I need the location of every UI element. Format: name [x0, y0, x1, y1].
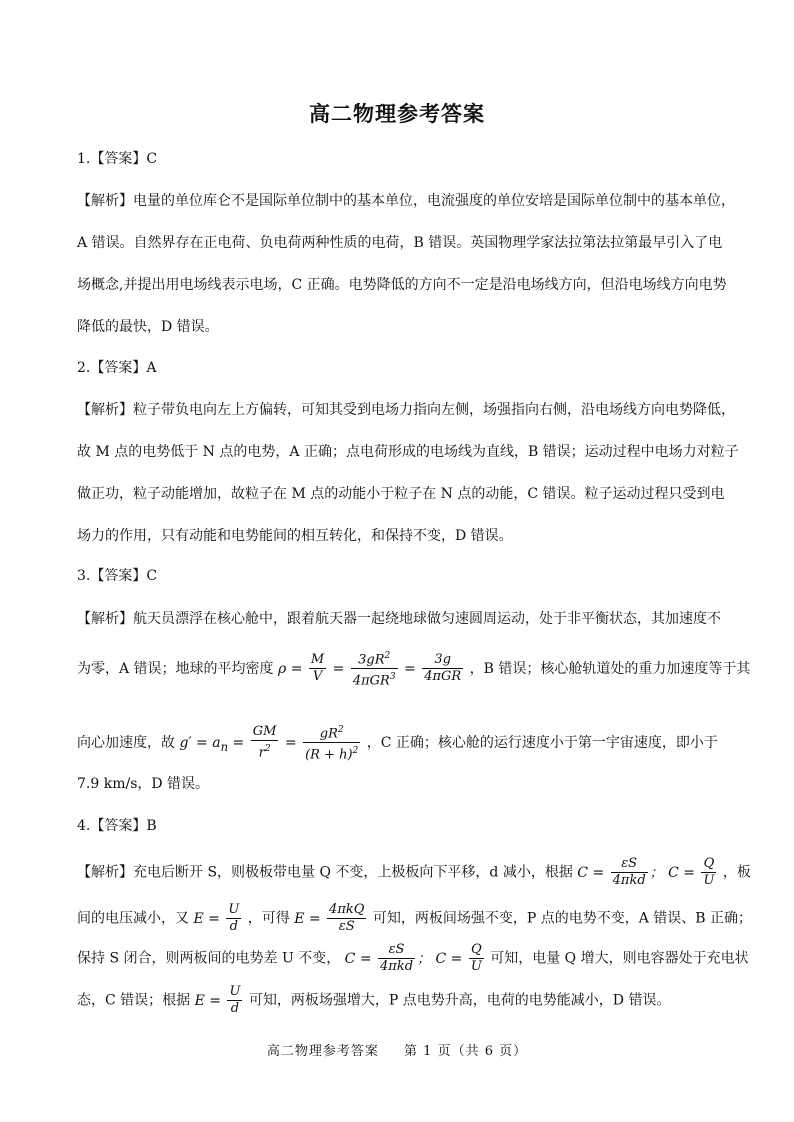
q4-explanation-line: 【解析】充电后断开 S，则极板带电量 Q 不变，上极板向下平移，d 减小，根据 C = $\frac{\varepsilon S}{\text{4πkd}}$ ； C = $\frac{Q}{U}$ ，板: [77, 856, 751, 888]
q2-answer: 2.【答案】A: [77, 360, 157, 376]
field-formula: E = $\frac{U}{d}$: [193, 902, 240, 934]
field-formula: E = $\frac{U}{d}$: [194, 984, 241, 1016]
q3-explanation-line: 7.9 km/s，D 错误。: [77, 776, 210, 792]
q2-explanation-line: 故 M 点的电势低于 N 点的电势，A 正确；点电荷形成的电场线为直线，B 错误；运动过程中电场力对粒子: [77, 444, 739, 460]
q3-density-line: 为零，A 错误；地球的平均密度 ρ = $\frac{M}{V}$ = $\frac{3gR^2}{4\pi GR^3}$ = $\frac{3g}{\text{4πGR}}$ ，B 错误；核心舱轨道处的重力加速度等于其: [77, 648, 725, 690]
q4-explanation-line: 保持 S 闭合，则两板间的电势差 U 不变， C = $\frac{\varepsilon S}{\text{4πkd}}$ ； C = $\frac{Q}{U}$ 可知，电量 Q 增大，则电容器处于充电状: [77, 942, 749, 974]
field-result-formula: E = $\frac{\text{4πkQ}}{\varepsilon S}$: [294, 902, 365, 934]
q1-explanation-line: A 错误。自然界存在正电荷、负电荷两种性质的电荷，B 错误。英国物理学家法拉第法拉第最早引入了电: [77, 235, 723, 251]
q2-explanation-line: 场力的作用，只有动能和电势能间的相互转化，和保持不变，D 错误。: [77, 528, 513, 544]
q1-answer: 1.【答案】C: [77, 151, 158, 167]
footer-title: 高二物理参考答案: [266, 1044, 379, 1059]
q2-explanation-line: 【解析】粒子带负电向左上方偏转，可知其受到电场力指向左侧，场强指向右侧，沿电场线方向电势降低，: [77, 402, 735, 418]
acceleration-formula: $g' = a_n$ = $\frac{GM}{r^2}$ = $\frac{gR^2}{(R + h)^2}$: [179, 735, 366, 751]
capacitance-formula: C = $\frac{\varepsilon S}{\text{4πkd}}$ ； C = $\frac{Q}{U}$: [344, 942, 482, 974]
q1-explanation-line: 降低的最快，D 错误。: [77, 319, 219, 335]
q4-explanation-line: 态，C 错误；根据 E = $\frac{U}{d}$ 可知，两板场强增大，P 点电势升高，电荷的电势能减小，D 错误。: [77, 984, 671, 1016]
q3-acceleration-line: 向心加速度，故 $g' = a_n$ = $\frac{GM}{r^2}$ = $\frac{gR^2}{(R + h)^2}$ ，C 正确；核心舱的运行速度小于第一宇宙速度，即小于: [77, 722, 725, 764]
q3-explanation-line: 【解析】航天员漂浮在核心舱中，跟着航天器一起绕地球做匀速圆周运动，处于非平衡状态，其加速度不: [77, 611, 721, 627]
q1-explanation-line: 场概念,并提出用电场线表示电场，C 正确。电势降低的方向不一定是沿电场线方向，但沿电场线方向电势: [77, 277, 727, 293]
page-footer: [0, 1040, 794, 1059]
q2-explanation-line: 做正功，粒子动能增加，故粒子在 M 点的动能小于粒子在 N 点的动能，C 错误。粒子运动过程只受到电: [77, 486, 725, 502]
capacitance-formula: C = $\frac{\varepsilon S}{\text{4πkd}}$ ； C = $\frac{Q}{U}$: [577, 856, 715, 888]
q4-answer: 4.【答案】B: [77, 818, 157, 834]
page-number: 第 1 页（共 6 页）: [404, 1044, 528, 1059]
density-formula: ρ = $\frac{M}{V}$ = $\frac{3gR^2}{4\pi GR^3}$ = $\frac{3g}{\text{4πGR}}$: [278, 661, 470, 677]
q1-explanation-line: 【解析】电量的单位库仑不是国际单位制中的基本单位，电流强度的单位安培是国际单位制中的基本单位，: [77, 193, 735, 209]
q4-explanation-line: 间的电压减小，又 E = $\frac{U}{d}$ ，可得 E = $\frac{\text{4πkQ}}{\varepsilon S}$ 可知，两板间场强不变，P 点的电势不变，A 错误、B 正确；: [77, 902, 753, 934]
q3-answer: 3.【答案】C: [77, 568, 158, 584]
page-title: 高二物理参考答案: [309, 102, 485, 126]
